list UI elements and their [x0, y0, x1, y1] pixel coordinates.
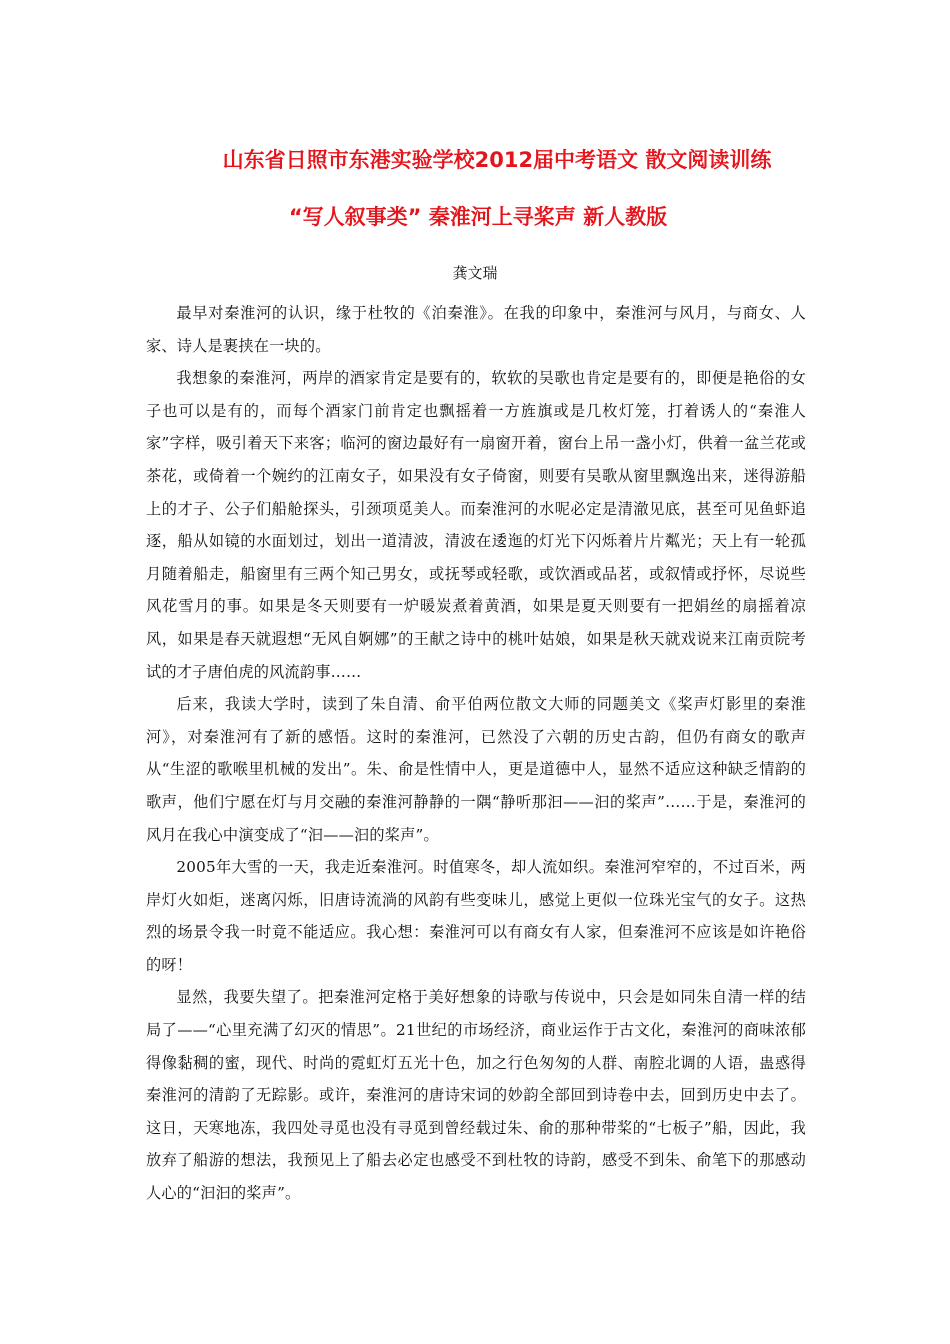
document-title-line-1: 山东省日照市东港实验学校2012届中考语文 散文阅读训练 [222, 148, 772, 172]
paragraph: 我想象的秦淮河，两岸的酒家肯定是要有的，软软的吴歌也肯定是要有的，即便是艳俗的女子也可以是有的，而每个酒家门前肯定也飘摇着一方旌旗或是几枚灯笼，打着诱人的“秦淮人家”字样，吸引着天下来客；临河的窗边最好有一扇窗开着，窗台上吊一盏小灯，供着一盆兰花或茶花，或倚着一个婉约的江南女子，如果没有女子倚窗，则要有吴歌从窗里飘逸出来，迷得游船上的才子、公子们船舱探头，引颈项觅美人。而秦淮河的水呢必定是清澈见底，甚至可见鱼虾追逐，船从如镜的水面划过，划出一道清波，清波在逶迤的灯光下闪烁着片片粼光；天上有一轮孤月随着船走，船窗里有三两个知己男女，或抚琴或轻歌，或饮酒或品茗，或叙情或抒怀，尽说些风花雪月的事。如果是冬天则要有一炉暖炭煮着黄酒，如果是夏天则要有一把娟丝的扇摇着凉风，如果是春天就遐想“无风自婀娜”的王献之诗中的桃叶姑娘，如果是秋天就戏说来江南贡院考试的才子唐伯虎的风流韵事…… [146, 369, 806, 681]
paragraph: 显然，我要失望了。把秦淮河定格于美好想象的诗歌与传说中，只会是如同朱自清一样的结局了——“心里充满了幻灭的情思”。21世纪的市场经济，商业运作于古文化，秦淮河的商味浓郁得像黏稠的蜜，现代、时尚的霓虹灯五光十色，加之行色匆匆的人群、南腔北调的人语，蛊惑得秦淮河的清韵了无踪影。或许，秦淮河的唐诗宋词的妙韵全部回到诗卷中去，回到历史中去了。这日，天寒地冻，我四处寻觅也没有寻觅到曾经载过朱、俞的那种带桨的“七板子”船，因此，我放弃了船游的想法，我预见上了船去必定也感受不到杜牧的诗韵，感受不到朱、俞笔下的那感动人心的“汩汩的桨声”。 [146, 988, 806, 1203]
paragraph: 2005年大雪的一天，我走近秦淮河。时值寒冬，却人流如织。秦淮河窄窄的，不过百米，两岸灯火如炬，迷离闪烁，旧唐诗流淌的风韵有些变味儿，感觉上更似一位珠光宝气的女子。这热烈的场景令我一时竟不能适应。我心想：秦淮河可以有商女有人家，但秦淮河不应该是如许艳俗的呀！ [146, 858, 806, 974]
paragraph: 后来，我读大学时，读到了朱自清、俞平伯两位散文大师的同题美文《桨声灯影里的秦淮河》，对秦淮河有了新的感悟。这时的秦淮河，已然没了六朝的历史古韵，但仍有商女的歌声从“生涩的歌喉里机械的发出”。朱、俞是性情中人，更是道德中人，显然不适应这种缺乏情韵的歌声，他们宁愿在灯与月交融的秦淮河静静的一隅“静听那汩——汩的桨声”……于是，秦淮河的风月在我心中演变成了“汩——汩的桨声”。 [146, 695, 806, 844]
paragraph: 最早对秦淮河的认识，缘于杜牧的《泊秦淮》。在我的印象中，秦淮河与风月，与商女、人家、诗人是裹挟在一块的。 [146, 304, 806, 355]
author-name: 龚文瑞 [452, 264, 498, 282]
document-title-line-2: “写人叙事类” 秦淮河上寻桨声 新人教版 [288, 205, 668, 229]
article-body [146, 297, 806, 1210]
